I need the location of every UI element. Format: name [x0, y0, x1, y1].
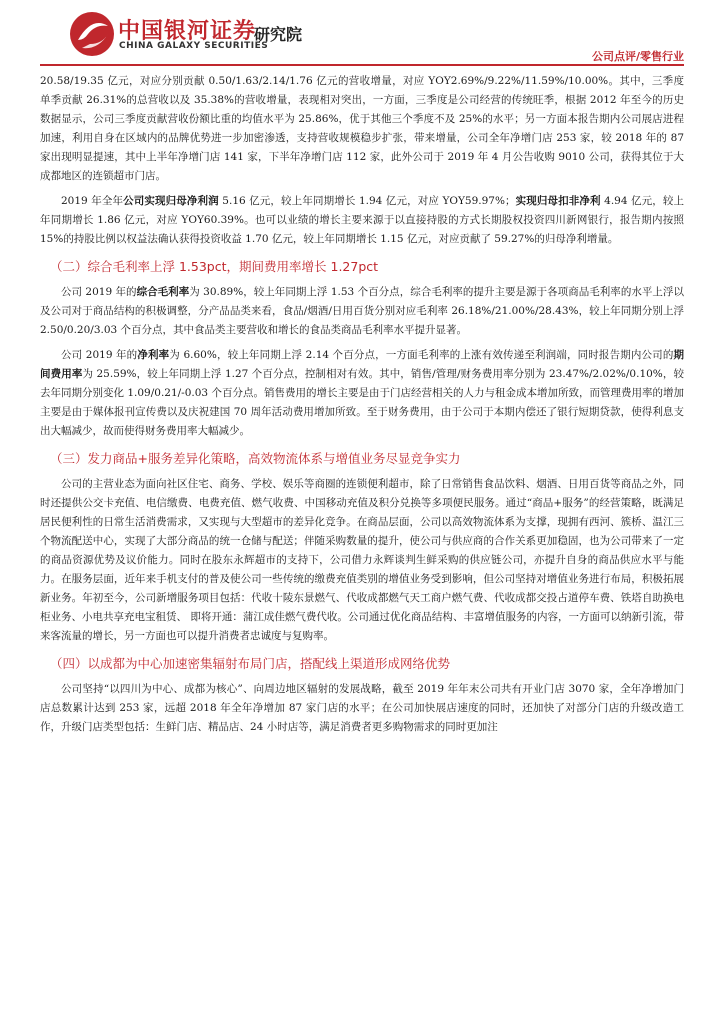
paragraph-net-margin: 公司 2019 年的净利率为 6.60%，较上年同期上浮 2.14 个百分点，一方面毛利率的上涨有效传递至利润端，同时报告期内公司的期间费用率为 25.59%，较上年同期上浮 1.27 个百分点，控制相对有效。其中，销售/管理/财务费用率分别为 23.47%/2.02%/0.10%，较去年同期分别变化 1.09/0.21/-0.03 个百分点。销售费用的增长主要是由于门店经营相关的人力与租金成本增加所致，而管理费用率的增加主要是由于媒体报刊宣传费以及庆祝建国 70 周年活动费用增加所致。至于财务费用，由于公司于本期内偿还了银行短期贷款，使得利息支出大幅减少，故而使得财务费用率大幅减少。: [40, 349, 684, 437]
institute-label: 研究院: [254, 25, 303, 44]
header-divider: [40, 64, 684, 66]
section-heading-4: （四）以成都为中心加速密集辐射布局门店，搭配线上渠道形成网络优势: [50, 656, 451, 671]
section-heading-3: （三）发力商品+服务差异化策略，高效物流体系与增值业务尽显竞争实力: [50, 451, 461, 466]
galaxy-logo-icon: [68, 10, 116, 58]
paragraph-gross-margin: 公司 2019 年的综合毛利率为 30.89%，较上年同期上浮 1.53 个百分点，综合毛利率的提升主要是源于各项商品毛利率的水平上浮以及公司对于商品结构的积极调整，分产品品类来看，食品/烟酒/日用百货分别对应毛利率 26.18%/21.00%/28.43%，较上年同期分别上浮 2.50/0.20/3.03 个百分点，其中食品类主要营收和增长的食品类商品毛利率水平提升显著。: [40, 286, 684, 336]
company-logo-text: 中国银河证券: [118, 19, 257, 44]
report-header: [0, 0, 724, 68]
company-logo-english: CHINA GALAXY SECURITIES: [119, 41, 269, 51]
section-heading-2: （二）综合毛利率上浮 1.53pct，期间费用率增长 1.27pct: [50, 259, 379, 274]
report-body: [40, 72, 684, 737]
paragraph-strategy: 公司的主营业态为面向社区住宅、商务、学校、娱乐等商圈的连锁便利超市，除了日常销售食品饮料、烟酒、日用百货等商品之外，同时还提供公交卡充值、电信缴费、电费充值、燃气收费、中国移动充值及积分兑换等多项便民服务。通过“商品+服务”的经营策略，既满足居民便利性的日常生活消费需求，又实现与大型超市的差异化竞争。在商品层面，公司以高效物流体系为支撑，现拥有西河、簇桥、温江三个物流配送中心，实现了大部分商品的统一仓储与配送；伴随采购数量的提升，使公司与供应商的合作关系更加稳固，也为公司带来了一定的商品资源优势及议价能力。同时在股东永辉超市的支持下，公司借力永辉谈判生鲜采购的供应链公司，亦提升自身的商品供应水平与能力。在服务层面，近年来手机支付的普及使公司一些传统的缴费充值类别的增值业务受到影响，但公司坚持对增值业务进行布局，积极拓展新业务。年初至今，公司新增服务项目包括：代收十陵东景燃气、代收成都燃气天工商户燃气费、代收成都交投占道停车费、铁塔自助换电柜业务、小电共享充电宝租赁、 即将开通：蒲江成佳燃气费代收。公司通过优化商品结构、丰富增值服务的内容，一方面可以纳新引流，带来客流量的增长，另一方面也可以提升消费者忠诚度与复购率。: [40, 478, 684, 642]
paragraph-net-profit: 2019 年全年公司实现归母净利润 5.16 亿元，较上年同期增长 1.94 亿元，对应 YOY59.97%；实现归母扣非净利 4.94 亿元，较上年同期增长 1.86 亿元，对应 YOY60.39%。也可以业绩的增长主要来源于以直接持股的方式长期股权投资四川新网银行，报告期内按照 15%的持股比例以权益法确认获得投资收益 1.70 亿元，较上年同期增长 1.15 亿元，对应贡献了 59.27%的归母净利增量。: [40, 195, 685, 245]
paragraph-store-expansion: 公司坚持“以四川为中心、成都为核心”、向周边地区辐射的发展战略，截至 2019 年年末公司共有开业门店 3070 家，全年净增加门店总数累计达到 253 家，远超 2018 年全年净增加 87 家门店的水平；在公司加快展店速度的同时，还加快了对部分门店的升级改造工作，升级门店类型包括：生鲜门店、精品店、24 小时店等，满足消费者更多购物需求的同时更加注: [40, 683, 684, 733]
paragraph-revenue: 20.58/19.35 亿元，对应分别贡献 0.50/1.63/2.14/1.76 亿元的营收增量，对应 YOY2.69%/9.22%/11.59%/10.00%。其中，三季度单季贡献 26.31%的总营收以及 35.38%的营收增量，表现相对突出，一方面，三季度是公司经营的传统旺季，根据 2012 年至今的历史数据显示，公司三季度贡献营收份额比重的均值水平为 25.86%，优于其他三个季度不及 25%的水平；另一方面本报告期内公司展店进程加速，利用自身在区域内的品牌优势进一步加密渗透，支持营收规模稳步扩张，带来增量，公司全年净增门店 253 家，较 2018 年的 87 家出现明显提速，其中上半年净增门店 141 家，下半年净增门店 112 家，此外公司于 2019 年 4 月公告收购 9010 公司，获得其位于大成都地区的连锁超市门店。: [40, 75, 684, 182]
report-category: 公司点评/零售行业: [591, 50, 684, 63]
